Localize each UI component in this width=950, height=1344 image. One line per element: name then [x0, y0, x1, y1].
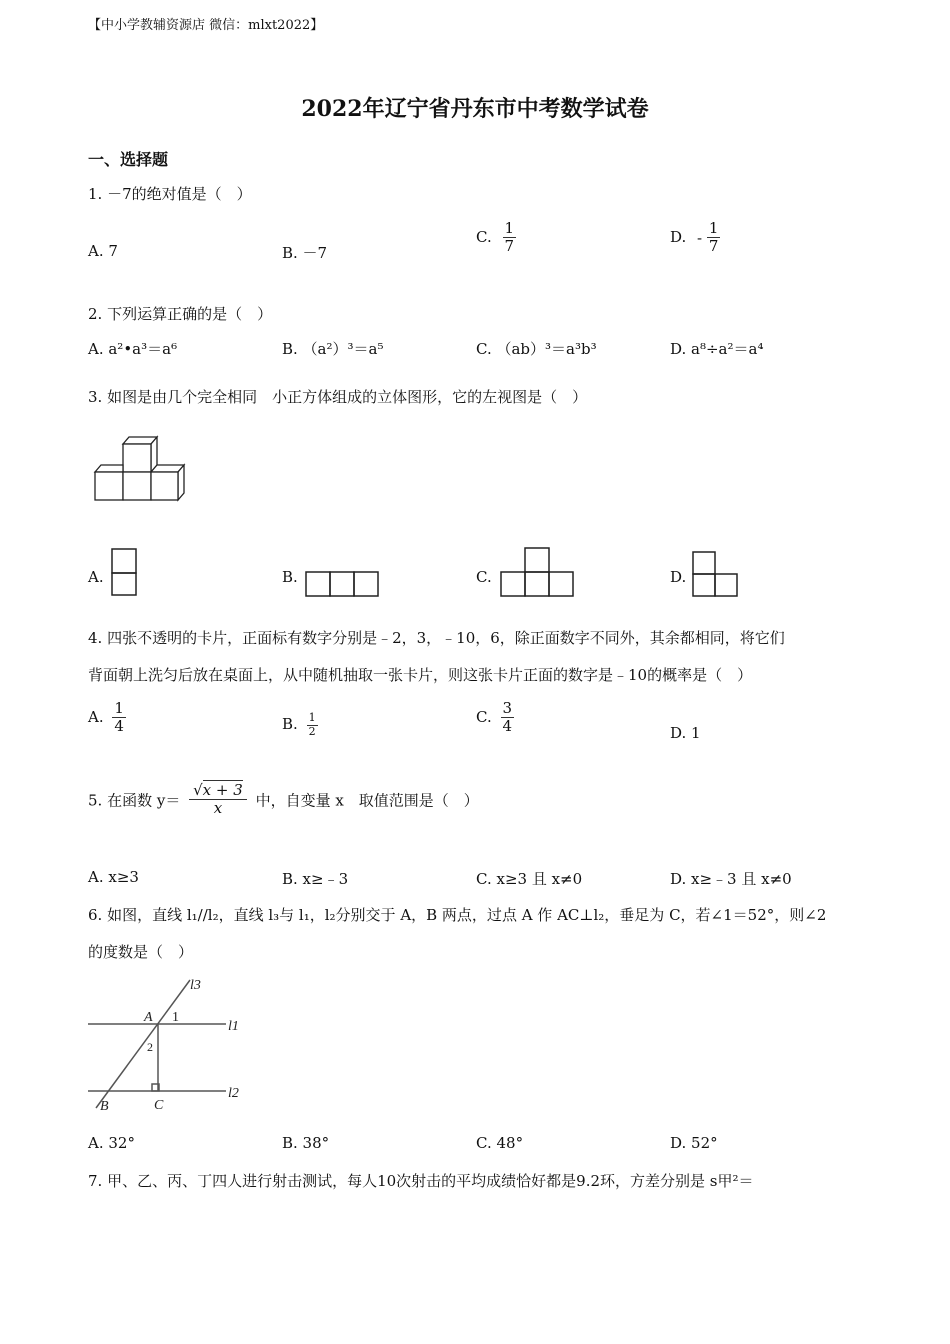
- fraction-numerator: 1: [114, 699, 124, 717]
- right-cube-side-face: [178, 465, 184, 500]
- question-5-stem: [88, 782, 479, 818]
- q5-option-c: C. x≥3 且 x≠0: [476, 870, 583, 888]
- fraction-denominator: 7: [708, 237, 719, 256]
- question-4-line-1: 4. 四张不透明的卡片，正面标有数字分别是﹣2，3，﹣10，6，除正面数字不同外，其余都相同，将它们: [88, 629, 785, 647]
- question-7-stem: 7. 甲、乙、丙、丁四人进行射击测试，每人10次射击的平均成绩恰好都是9.2环，方差分别是 s甲²＝: [88, 1172, 754, 1190]
- q4-option-b-label: B.: [282, 715, 298, 734]
- label-l1: l1: [228, 1019, 239, 1034]
- page-title: 2022年辽宁省丹东市中考数学试卷: [301, 96, 649, 122]
- q5-option-b: B. x≥﹣3: [282, 870, 349, 888]
- q5-stem-suffix: 中，自变量 x 取值范围是（ ）: [255, 791, 479, 810]
- header-note: 【中小学教辅资源店 微信：mlxt2022】: [88, 18, 324, 33]
- q6-option-d: D. 52°: [670, 1134, 718, 1152]
- q4-option-c-fraction: [501, 700, 515, 736]
- label-angle-2: 2: [147, 1040, 153, 1054]
- q3-option-b-label: B.: [282, 568, 298, 586]
- left-cube-top-face: [95, 465, 123, 472]
- label-l3: l3: [190, 978, 201, 993]
- q3-option-d-figure: [691, 550, 743, 600]
- q1-option-c-fraction: [503, 220, 517, 256]
- q3-option-c-figure: [499, 546, 579, 600]
- q4-option-a: [88, 700, 126, 736]
- q1-option-d-sign: -: [697, 228, 703, 247]
- q5-function-fraction: [189, 782, 247, 818]
- fraction-denominator: x: [213, 799, 223, 818]
- sqrt-icon: √: [193, 781, 203, 799]
- fraction-numerator: [189, 782, 247, 800]
- q3-option-d-label: D.: [670, 568, 687, 586]
- q4-option-b-fraction: [307, 712, 318, 738]
- fraction-denominator: 2: [308, 724, 316, 738]
- fraction-numerator: 1: [308, 711, 316, 724]
- q4-option-b: [282, 712, 318, 738]
- fraction-denominator: 4: [502, 717, 513, 736]
- q6-option-b: B. 38°: [282, 1134, 330, 1152]
- q1-option-d-fraction: [707, 220, 721, 256]
- q1-option-d-label: D.: [670, 227, 687, 246]
- fraction-numerator: 1: [708, 219, 719, 237]
- q2-option-a: A. a²•a³＝a⁶: [88, 340, 178, 358]
- fraction-denominator: 4: [114, 717, 124, 736]
- label-b: B: [100, 1099, 109, 1114]
- q1-option-b: B. －7: [282, 244, 328, 262]
- cube-solid-figure: [90, 432, 190, 506]
- question-6-line-2: 的度数是（ ）: [88, 943, 194, 961]
- q4-option-a-label: A.: [88, 707, 104, 726]
- q1-option-c: [476, 220, 516, 256]
- q1-option-c-label: C.: [476, 227, 492, 246]
- question-4-line-2: 背面朝上洗匀后放在桌面上，从中随机抽取一张卡片，则这张卡片正面的数字是﹣10的概率是（ ）: [88, 666, 753, 684]
- section-heading: 一、选择题: [88, 150, 169, 169]
- q4-option-d: D. 1: [670, 724, 701, 742]
- q5-option-d: D. x≥﹣3 且 x≠0: [670, 870, 792, 888]
- q3-option-a-label: A.: [88, 568, 104, 586]
- question-3-stem: 3. 如图是由几个完全相同 小正方体组成的立体图形，它的左视图是（ ）: [88, 388, 588, 406]
- q6-option-a: A. 32°: [88, 1134, 135, 1152]
- q2-option-d: D. a⁸÷a²＝a⁴: [670, 340, 764, 358]
- label-c: C: [154, 1098, 164, 1113]
- bottom-middle-cube: [123, 472, 151, 500]
- q3-option-a-figure: [110, 547, 140, 599]
- fraction-numerator: 1: [504, 219, 515, 237]
- q1-option-d: [670, 220, 720, 256]
- bottom-right-cube: [151, 472, 178, 500]
- line-l3: [96, 980, 190, 1108]
- question-2-stem: 2. 下列运算正确的是（ ）: [88, 305, 273, 323]
- question-6-line-1: 6. 如图，直线 l₁//l₂，直线 l₃与 l₁，l₂分别交于 A，B 两点，过点 A 作 AC⊥l₂，垂足为 C，若∠1＝52°，则∠2: [88, 906, 827, 924]
- q4-option-c: [476, 700, 514, 736]
- question-1-stem: 1. －7的绝对值是（ ）: [88, 185, 252, 203]
- label-l2: l2: [228, 1086, 239, 1101]
- label-angle-1: 1: [172, 1010, 179, 1025]
- radicand: x + 3: [202, 781, 243, 799]
- q4-option-a-fraction: [112, 700, 126, 736]
- q3-option-b-figure: [304, 570, 384, 600]
- q1-option-a: A. 7: [88, 242, 118, 260]
- q2-option-c: C. （ab）³＝a³b³: [476, 340, 597, 358]
- q5-stem-prefix: 5. 在函数 y＝: [88, 791, 181, 810]
- q3-option-c-label: C.: [476, 568, 492, 586]
- fraction-numerator: 3: [502, 699, 513, 717]
- fraction-denominator: 7: [504, 237, 515, 256]
- bottom-left-cube: [95, 472, 123, 500]
- parallel-lines-figure: [86, 970, 248, 1116]
- q6-option-c: C. 48°: [476, 1134, 524, 1152]
- label-a: A: [144, 1010, 153, 1025]
- q2-option-b: B. （a²）³＝a⁵: [282, 340, 384, 358]
- q4-option-c-label: C.: [476, 707, 492, 726]
- top-cube-front-face: [123, 444, 151, 472]
- q5-option-a: A. x≥3: [88, 868, 139, 886]
